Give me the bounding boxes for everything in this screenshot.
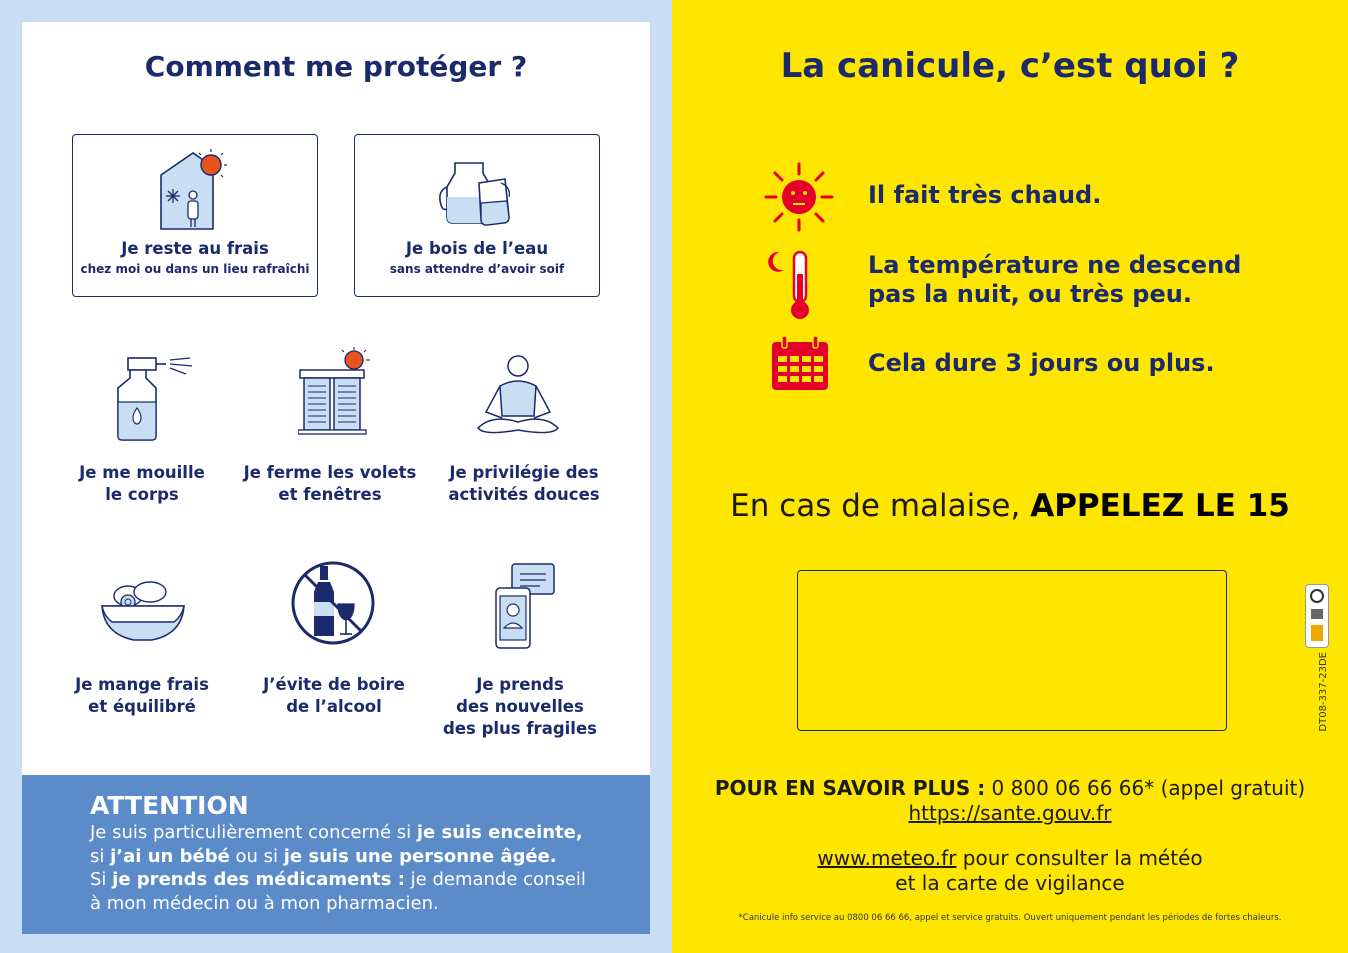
attention-title: ATTENTION [90, 791, 249, 820]
attention-l3a: Si [90, 869, 113, 890]
shutters-icon [298, 346, 376, 436]
attention-l1b: je suis enceinte, [416, 822, 583, 843]
eat-fresh-line1: Je mange frais [75, 675, 209, 694]
close-shutters-line2: et fenêtres [278, 485, 382, 504]
sante-link[interactable]: https://sante.gouv.fr [908, 801, 1112, 825]
attention-l3c: je demande conseil [404, 869, 586, 890]
drink-water-box [354, 134, 600, 297]
spray-bottle-icon [108, 354, 194, 444]
more-info-phone: 0 800 06 66 66* [985, 776, 1155, 800]
meteo-link[interactable]: www.meteo.fr [817, 846, 957, 870]
malaise-text: En cas de malaise, [730, 488, 1031, 524]
right-panel [672, 0, 1348, 953]
avoid-alcohol-line1: J’évite de boire [263, 675, 405, 694]
eat-fresh-line2: et équilibré [88, 697, 196, 716]
wet-body-line2: le corps [105, 485, 179, 504]
night-temp-text [868, 251, 1241, 309]
meteo-text: pour consulter la météo [956, 846, 1203, 870]
attention-l2b: j’ai un bébé [110, 845, 230, 867]
eat-fresh-label [62, 674, 222, 718]
more-info [672, 776, 1348, 800]
attention-l2c: ou si [229, 845, 284, 867]
close-shutters-line1: Je ferme les volets [243, 463, 417, 482]
attention-l2d: je suis une personne âgée. [283, 845, 557, 867]
attention-l3b: je prends des médicaments : [112, 869, 405, 890]
document-code: DT08-337-23DE [1318, 652, 1329, 732]
meteo-line2: et la carte de vigilance [895, 871, 1125, 895]
check-on-fragile-label [430, 674, 610, 740]
calendar-icon [770, 334, 830, 392]
stay-cool-box [72, 134, 318, 297]
hot-sun-icon [764, 162, 834, 232]
gentle-activities-label [434, 462, 614, 506]
salad-bowl-icon [98, 572, 188, 644]
call-15-text: APPELEZ LE 15 [1030, 488, 1290, 524]
gentle-activities-line1: Je privilégie des [449, 463, 599, 482]
more-info-free: (appel gratuit) [1154, 776, 1306, 800]
stay-cool-subtitle: chez moi ou dans un lieu rafraîchi [80, 262, 310, 276]
attention-l1a: Je suis particulièrement concerné si [90, 822, 417, 843]
attention-l2a: si [90, 845, 111, 867]
gentle-activities-line2: activités douces [448, 485, 600, 504]
protection-card [22, 22, 650, 775]
recycling-logo [1305, 584, 1329, 648]
avoid-alcohol-line2: de l’alcool [286, 697, 382, 716]
protection-title: Comment me protéger ? [144, 50, 528, 83]
attention-text [90, 821, 586, 915]
left-panel [0, 0, 672, 953]
malaise-line [672, 488, 1348, 524]
local-info-box [797, 570, 1227, 731]
wet-body-label [62, 462, 222, 506]
house-cool-icon [157, 147, 235, 233]
drink-water-subtitle: sans attendre d’avoir soif [389, 262, 565, 276]
night-temp-line1: La température ne descend [868, 251, 1242, 279]
wet-body-line1: Je me mouille [79, 463, 205, 482]
night-thermometer-icon [764, 248, 814, 322]
drink-water-title: Je bois de l’eau [405, 239, 549, 258]
attention-panel [22, 775, 650, 934]
check-on-fragile-line3: des plus fragiles [443, 719, 597, 738]
check-on-fragile-line1: Je prends [476, 675, 564, 694]
canicule-title: La canicule, c’est quoi ? [780, 46, 1240, 86]
meditation-icon [472, 352, 564, 442]
attention-l4: à mon médecin ou à mon pharmacien. [90, 892, 439, 914]
phone-message-icon [494, 562, 556, 652]
stay-cool-title: Je reste au frais [121, 239, 269, 258]
no-alcohol-icon [288, 558, 378, 648]
check-on-fragile-line2: des nouvelles [456, 697, 584, 716]
duration-text: Cela dure 3 jours ou plus. [868, 349, 1215, 377]
close-shutters-label [240, 462, 420, 506]
water-jug-icon [437, 153, 519, 229]
meteo-line [672, 846, 1348, 870]
more-info-label: POUR EN SAVOIR PLUS : [714, 776, 986, 800]
footnote: *Canicule info service au 0800 06 66 66, appel et service gratuits. Ouvert uniquement pendant les périodes de fortes chaleurs. [738, 913, 1282, 923]
night-temp-line2: pas la nuit, ou très peu. [868, 280, 1192, 308]
very-hot-text: Il fait très chaud. [868, 181, 1102, 209]
avoid-alcohol-label [244, 674, 424, 718]
